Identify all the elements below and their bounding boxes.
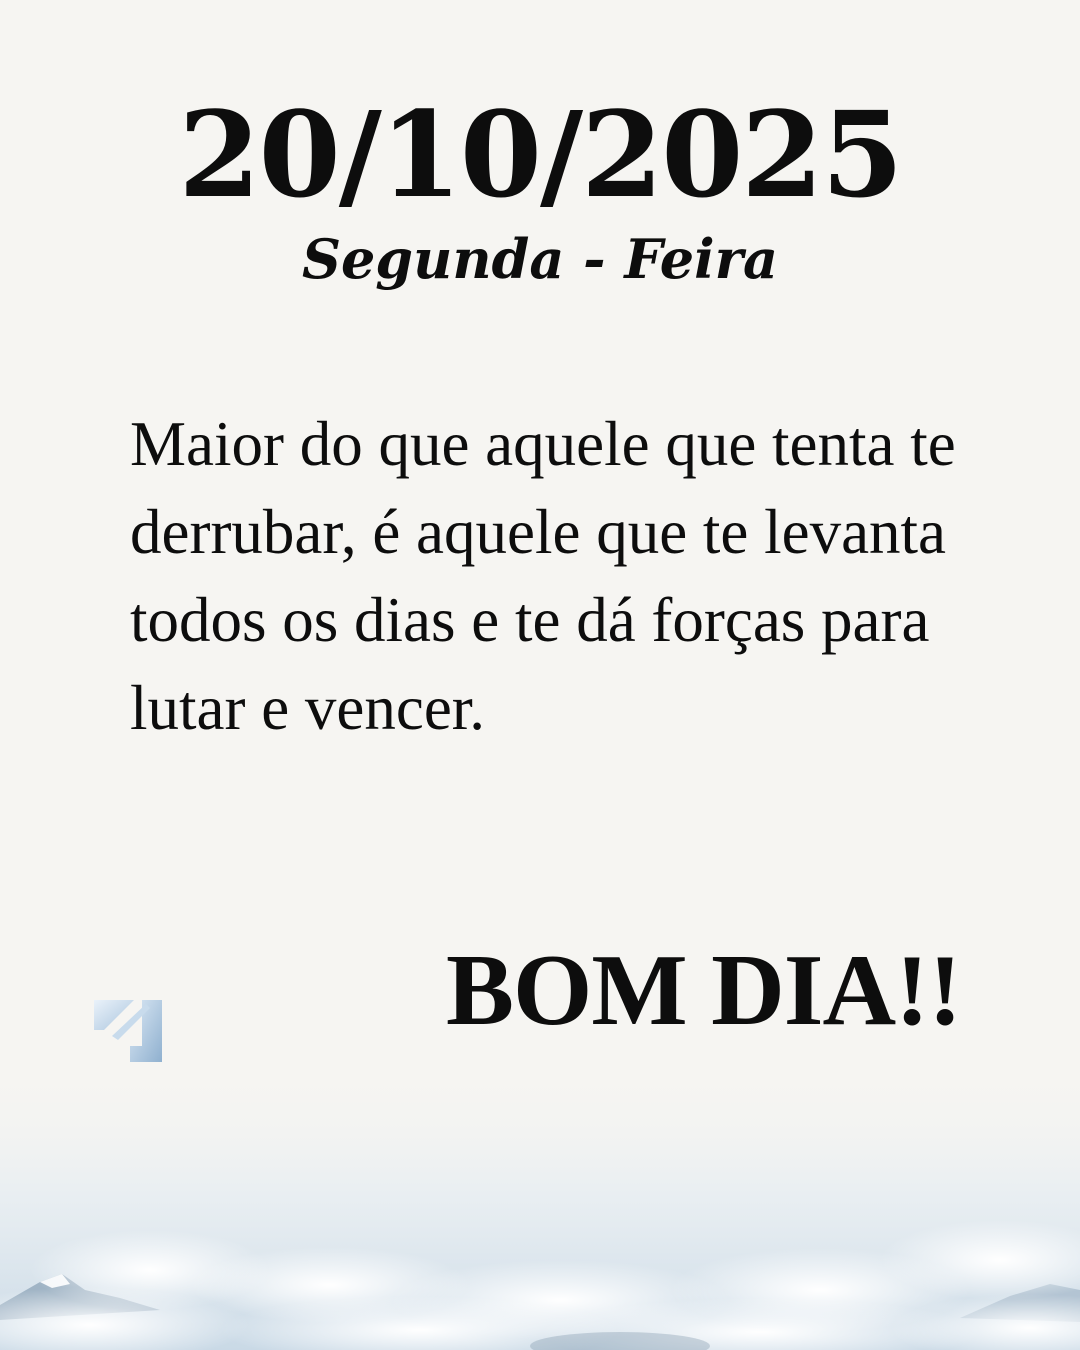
brand-mark-icon bbox=[90, 996, 164, 1064]
weekday-subtitle: Segunda - Feira bbox=[301, 227, 779, 291]
date-heading: 20/10/2025 bbox=[178, 85, 902, 224]
clouds-scenery bbox=[0, 1060, 1080, 1350]
greeting-text: BOM DIA!! bbox=[446, 934, 962, 1047]
message-text: Maior do que aquele que tenta te derrubar, é aquele que te levanta todos os dias e te dá forças para lutar e vencer. bbox=[130, 409, 956, 743]
